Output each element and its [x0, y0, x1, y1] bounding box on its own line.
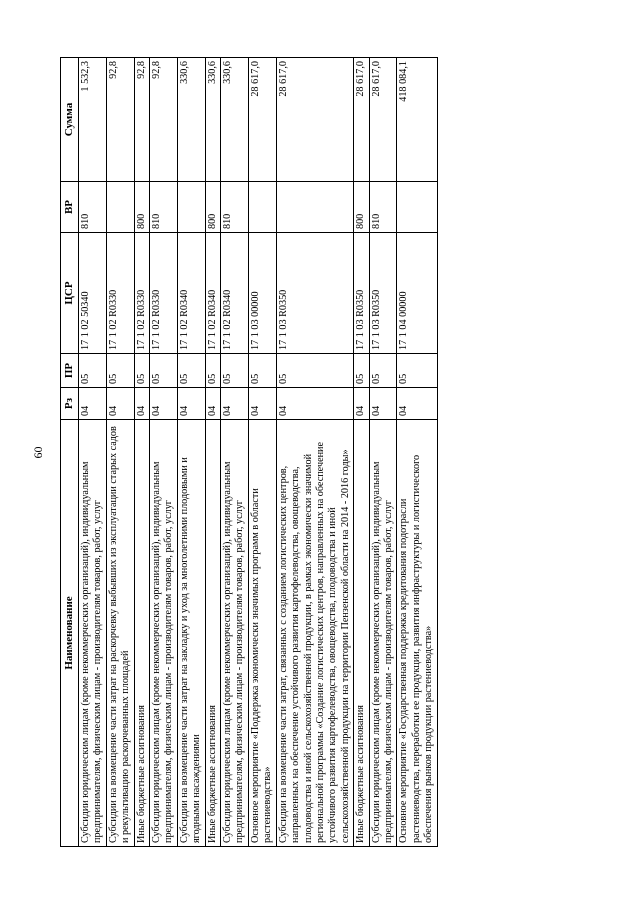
cell-sum: 28 617,0	[369, 58, 397, 182]
cell-csr: 17 1 02 50340	[79, 233, 107, 354]
cell-vr: 810	[221, 182, 249, 233]
cell-pr: 05	[369, 354, 397, 388]
table-row	[221, 58, 249, 847]
header-csr: ЦСР	[61, 233, 79, 354]
cell-pr: 05	[177, 354, 205, 388]
cell-vr	[106, 182, 134, 233]
cell-rz: 04	[134, 388, 149, 420]
cell-sum: 92,8	[150, 58, 178, 182]
table-body	[79, 58, 438, 847]
header-vr: ВР	[61, 182, 79, 233]
cell-rz: 04	[397, 388, 437, 420]
cell-sum: 28 617,0	[354, 58, 369, 182]
cell-pr: 05	[150, 354, 178, 388]
cell-vr	[177, 182, 205, 233]
header-name: Наименование	[61, 420, 79, 847]
cell-name: Субсидии на возмещение части затрат, связанных с созданием логистических центров, направленных на обеспечение устойчивого развития картофелеводства, овощеводства, плодоводства и иной сельскохозяйственной продукции, в рамках экономически значимой региональной программы «Создание логистических центров, направленных на обеспечение устойчивого развития картофелеводства, овощеводства, плодоводства и иной сельскохозяйственной продукции на территории Пензенской области на 2014 - 2016 годы»	[276, 420, 353, 847]
table-row	[177, 58, 205, 847]
cell-pr: 05	[205, 354, 220, 388]
cell-vr	[276, 182, 353, 233]
cell-csr: 17 1 03 R0350	[354, 233, 369, 354]
table-row	[106, 58, 134, 847]
cell-sum: 330,6	[177, 58, 205, 182]
cell-csr: 17 1 02 R0330	[106, 233, 134, 354]
cell-name: Субсидии юридическим лицам (кроме некоммерческих организаций), индивидуальным предпринимателям, физическим лицам - производителям товаров, работ, услуг	[221, 420, 249, 847]
cell-csr: 17 1 04 00000	[397, 233, 437, 354]
cell-name: Иные бюджетные ассигнования	[134, 420, 149, 847]
cell-rz: 04	[276, 388, 353, 420]
table-row	[369, 58, 397, 847]
cell-vr: 800	[134, 182, 149, 233]
table-row	[354, 58, 369, 847]
page-number: 60	[31, 446, 45, 459]
cell-rz: 04	[150, 388, 178, 420]
cell-csr: 17 1 03 R0350	[369, 233, 397, 354]
cell-sum: 330,6	[205, 58, 220, 182]
cell-csr: 17 1 03 R0350	[276, 233, 353, 354]
cell-pr: 05	[79, 354, 107, 388]
cell-rz: 04	[79, 388, 107, 420]
cell-csr: 17 1 02 R0330	[134, 233, 149, 354]
cell-rz: 04	[106, 388, 134, 420]
cell-vr	[248, 182, 276, 233]
cell-sum: 1 532,3	[79, 58, 107, 182]
cell-sum: 92,8	[106, 58, 134, 182]
table-row	[205, 58, 220, 847]
cell-rz: 04	[221, 388, 249, 420]
table-row	[134, 58, 149, 847]
cell-name: Иные бюджетные ассигнования	[205, 420, 220, 847]
cell-rz: 04	[354, 388, 369, 420]
cell-sum: 28 617,0	[276, 58, 353, 182]
cell-vr: 810	[79, 182, 107, 233]
cell-pr: 05	[248, 354, 276, 388]
cell-name: Основное мероприятие «Государственная поддержка кредитования подотрасли растениеводства, переработки ее продукции, развития инфраструктуры и логистического обеспечения рынков продукции растениеводства»	[397, 420, 437, 847]
cell-name: Субсидии юридическим лицам (кроме некоммерческих организаций), индивидуальным предпринимателям, физическим лицам - производителям товаров, работ, услуг	[79, 420, 107, 847]
cell-vr	[397, 182, 437, 233]
cell-name: Основное мероприятие «Поддержка экономически значимых программ в области растениеводства»	[248, 420, 276, 847]
cell-pr: 05	[221, 354, 249, 388]
cell-name: Субсидии юридическим лицам (кроме некоммерческих организаций), индивидуальным предпринимателям, физическим лицам - производителям товаров, работ, услуг	[369, 420, 397, 847]
table-header-row	[61, 58, 79, 847]
cell-vr: 800	[354, 182, 369, 233]
table-row	[150, 58, 178, 847]
cell-pr: 05	[397, 354, 437, 388]
cell-rz: 04	[177, 388, 205, 420]
cell-sum: 28 617,0	[248, 58, 276, 182]
budget-table	[60, 57, 438, 847]
cell-pr: 05	[106, 354, 134, 388]
cell-rz: 04	[205, 388, 220, 420]
cell-sum: 330,6	[221, 58, 249, 182]
cell-name: Субсидии на возмещение части затрат на закладку и уход за многолетними плодовыми и ягодными насаждениями	[177, 420, 205, 847]
cell-rz: 04	[369, 388, 397, 420]
table-row	[248, 58, 276, 847]
cell-csr: 17 1 02 R0340	[205, 233, 220, 354]
table-row	[79, 58, 107, 847]
cell-pr: 05	[276, 354, 353, 388]
cell-pr: 05	[134, 354, 149, 388]
header-pr: ПР	[61, 354, 79, 388]
cell-csr: 17 1 03 00000	[248, 233, 276, 354]
cell-csr: 17 1 02 R0340	[177, 233, 205, 354]
table-row	[276, 58, 353, 847]
cell-name: Субсидии на возмещение части затрат на раскорчевку выбывших из эксплуатации старых садов и рекультивацию раскорчеванных площадей	[106, 420, 134, 847]
cell-csr: 17 1 02 R0340	[221, 233, 249, 354]
header-rz: Рз	[61, 388, 79, 420]
cell-vr: 810	[369, 182, 397, 233]
cell-vr: 800	[205, 182, 220, 233]
cell-name: Субсидии юридическим лицам (кроме некоммерческих организаций), индивидуальным предпринимателям, физическим лицам - производителям товаров, работ, услуг	[150, 420, 178, 847]
cell-rz: 04	[248, 388, 276, 420]
header-sum: Сумма	[61, 58, 79, 182]
cell-sum: 92,8	[134, 58, 149, 182]
table-row	[397, 58, 437, 847]
cell-vr: 810	[150, 182, 178, 233]
cell-sum: 418 084,1	[397, 58, 437, 182]
cell-name: Иные бюджетные ассигнования	[354, 420, 369, 847]
cell-csr: 17 1 02 R0330	[150, 233, 178, 354]
cell-pr: 05	[354, 354, 369, 388]
